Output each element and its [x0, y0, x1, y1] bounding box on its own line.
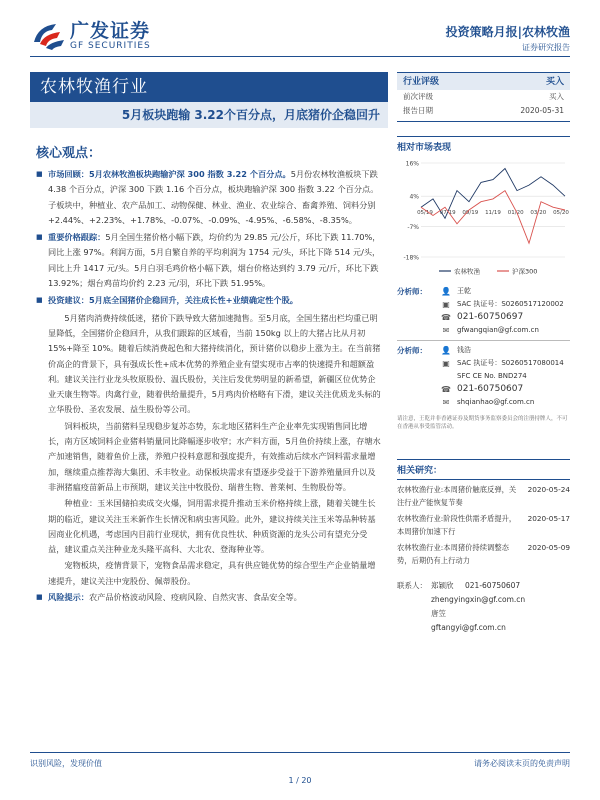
related-research-text: 农林牧渔行业:本周猪价持续调整态势，后期仍有上行动力 [397, 543, 509, 565]
legend-label: 沪深300 [512, 267, 538, 276]
analyst-email[interactable]: shqianhao@gf.com.cn [457, 398, 535, 406]
logo-name-cn: 广发证券 [70, 19, 151, 42]
investment-lead: 投资建议：5月底全国猪价企稳回升，关注成长性+业绩确定性个股。 [48, 295, 298, 306]
x-tick-label: 01/20 [507, 210, 524, 217]
related-research-item[interactable] [397, 512, 570, 538]
legend-label: 农林牧渔 [454, 267, 480, 276]
analyst-block [397, 285, 570, 431]
performance-chart-svg [397, 157, 570, 279]
report-date-label: 报告日期 [403, 106, 433, 115]
x-tick-label: 09/19 [462, 210, 479, 217]
footer-divider [30, 752, 570, 753]
risk-lead: 风险提示： [48, 592, 89, 603]
y-tick-label: -18% [403, 254, 419, 262]
investment-bullet [36, 293, 382, 308]
person-icon: 👤 [441, 346, 451, 355]
analyst-label: 分析师： [397, 346, 427, 355]
related-research-date: 2020-05-09 [527, 543, 570, 552]
email-icon: ✉ [442, 398, 450, 407]
analyst-sac: SAC 执证号：S0260517080014 [457, 359, 564, 367]
contact-email[interactable]: gftangyi@gf.com.cn [431, 623, 506, 632]
investment-paragraph: 种植业：玉米国储拍卖成交火爆，饲用需求提升推动玉米价格持续上涨，随着关键生长期的临近，建议关注玉米新作生长情况和病虫害风险。此外，建议持续关注玉米等品种转基因商业化机遇，考虑国内目前行业现状，拥有优良性状、种质资源的龙头公司有望充分受益，建议重点关注种业龙头隆平高科、大北农、登海种业等。 [48, 498, 376, 555]
report-headline: 5月板块跑输 3.22个百分点，月底猪价企稳回升 [30, 102, 388, 128]
relative-performance-chart [397, 157, 570, 279]
licensing-disclaimer: 请注意，王乾并非香港证券及期货事务监察委员会的注册持牌人，不可在香港从事受监管活动。 [397, 416, 568, 430]
report-type-title: 投资策略月报|农林牧渔 [445, 25, 570, 39]
analyst-label: 分析师： [397, 287, 427, 296]
investment-paragraph: 饲料板块，当前猪料呈现稳步复苏态势，东北地区猪料生产企业率先实现销售同比增长，南方区域饲料企业猪料销量同比降幅逐步收窄；水产料方面，5月鱼价持续上涨，存塘水产加速销售，随着鱼价上涨，养殖户投料意愿和强度提升，有效推动后续水产饲料需求量增加，继续重点推荐海大集团、禾丰牧业。动保板块需求有望逐步受益于下游养殖量回升以及非洲猪瘟疫苗新品上市预期，建议关注中牧股份、瑞普生物、普莱柯、生物股份等。 [48, 420, 381, 492]
y-tick-label: 4% [409, 193, 419, 201]
analyst-phone: 021-60750607 [457, 384, 524, 394]
related-research-text: 农林牧渔行业:阶段性供需矛盾提升，本周猪价加速下行 [397, 514, 517, 536]
contact-name: 唐笠 [431, 609, 446, 618]
price-tracking-bullet [36, 230, 382, 291]
previous-rating-value: 买入 [549, 92, 564, 101]
previous-rating-row [397, 90, 570, 104]
previous-rating-label: 前次评级 [403, 92, 433, 101]
contact-name: 郑颖欣 [431, 581, 454, 590]
certificate-icon: ▣ [442, 359, 450, 368]
rating-divider [397, 121, 570, 122]
core-views-section [36, 142, 382, 607]
related-research-text: 农林牧渔行业:本周猪价触底反弹，关注行业产能恢复节奏 [397, 485, 517, 507]
contact-email[interactable]: zhengyingxin@gf.com.cn [431, 595, 526, 604]
market-review-body: 5月份农林牧渔板块下跌 4.38 个百分点，沪深 300 下跌 1.16 个百分点，板块跑输沪深 300 指数 3.22 个百分点。子板块中，种植业、农产品加工、动物保健、林业、渔业、农业综合、畜禽养殖、饲料分别+2.44%、+2.23%、+1.78%、-0.07%、-0.09%、-4.95%、-6.58%、-8.35%。 [48, 169, 379, 225]
analyst-name: 钱浩 [457, 346, 471, 354]
analyst-name: 王乾 [457, 287, 471, 295]
x-tick-label: 07/19 [439, 210, 456, 217]
risk-body: 农产品价格波动风险、疫病风险、自然灾害、食品安全等。 [88, 592, 302, 603]
sidebar [397, 72, 570, 635]
investment-paragraph: 宠物板块，疫情背景下，宠物食品需求稳定，具有供应链优势的综合型生产企业销量增速提升，建议关注中宠股份、佩蒂股份。 [48, 560, 376, 586]
related-research-item[interactable] [397, 483, 570, 509]
related-research-item[interactable] [397, 541, 570, 567]
rating-value: 买入 [545, 77, 564, 87]
analyst-sfc: SFC CE No. BND274 [457, 372, 527, 380]
report-category: 证券研究报告 [522, 43, 570, 52]
certificate-icon: ▣ [442, 300, 450, 309]
market-review-bullet [36, 167, 382, 228]
phone-icon: ☎ [441, 385, 451, 394]
industry-banner: 农林牧渔行业 [30, 72, 388, 102]
email-icon: ✉ [442, 326, 450, 335]
risk-bullet [36, 590, 382, 605]
y-tick-label: 16% [405, 160, 419, 168]
series-line-csi300 [421, 191, 565, 244]
x-tick-label: 11/19 [485, 210, 501, 217]
related-research-date: 2020-05-17 [527, 514, 570, 523]
related-research-title: 相关研究： [397, 459, 570, 480]
analyst-email[interactable]: gfwangqian@gf.com.cn [457, 326, 539, 334]
rating-header [397, 72, 570, 90]
price-tracking-body: 5月全国生猪价格小幅下跌，均价约为 29.85 元/公斤，环比下跌 11.70%，同比上涨 97%。利润方面，5月自繁自养的平均利润为 1754 元/头，环比下降 514 元/头，同比上升 1417 元/头。5月白羽毛鸡价格小幅下跌，烟台价格达到约 3.79 元/斤，环比下跌 13.92%；烟台鸡苗均价约 2.23 元/羽，环比下跌 51.95%。 [48, 232, 381, 289]
price-tracking-lead: 重要价格跟踪： [48, 232, 106, 243]
footer-slogan: 识别风险，发现价值 [30, 759, 102, 768]
contact-label: 联系人： [397, 581, 427, 590]
person-icon: 👤 [441, 287, 451, 296]
analyst-sac: SAC 执证号：S0260517120002 [457, 300, 564, 308]
header-divider [30, 56, 570, 57]
page-number: 1 / 20 [288, 776, 312, 785]
relative-performance-title: 相对市场表现 [397, 136, 570, 153]
gf-logo-icon [30, 20, 66, 52]
core-views-title: 核心观点： [36, 146, 102, 161]
logo-name-en: GF SECURITIES [70, 40, 151, 51]
contact-phone: 021-60750607 [465, 581, 521, 590]
footer-disclaimer-note: 请务必阅读末页的免责声明 [474, 759, 570, 768]
y-tick-label: -7% [407, 224, 419, 232]
report-date-row [397, 104, 570, 118]
x-tick-label: 03/20 [530, 210, 547, 217]
analyst-phone: 021-60750697 [457, 312, 524, 322]
x-tick-label: 05/20 [553, 210, 569, 217]
report-date-value: 2020-05-31 [520, 106, 564, 115]
related-research-date: 2020-05-24 [527, 485, 570, 494]
phone-icon: ☎ [441, 313, 451, 322]
company-logo [30, 20, 151, 52]
x-tick-label: 05/19 [417, 210, 433, 217]
market-review-lead: 市场回顾：5月农林牧渔板块跑输沪深 300 指数 3.22 个百分点。 [48, 169, 291, 179]
contact-block [397, 579, 570, 635]
investment-paragraph: 5月猪肉消费持续低迷，猪价下跌导致大猪加速抛售。至5月底，全国生猪出栏均重已明显降低，全国猪价企稳回升，从我们跟踪的区域看，当前 150kg 以上的大猪占比从月初 15%+降至 10%。随着后续消费起色和大猪持续消化，预计猪价以稳步上涨为主。在当前猪价高企的背景下，具有强成长性+成本优势的养殖企业有望实现市占率的快速提升和超额盈利。建议关注行业龙头牧原股份、温氏股份，关注后发优势明显的新希望，新疆区位优势企业天康生物等。肉禽行业，随着供给量提升，5月鸡肉价格略有下滑，建议关注优质龙头标的立华股份、圣农发展、益生股份等公司。 [48, 312, 381, 415]
rating-label: 行业评级 [403, 77, 440, 87]
